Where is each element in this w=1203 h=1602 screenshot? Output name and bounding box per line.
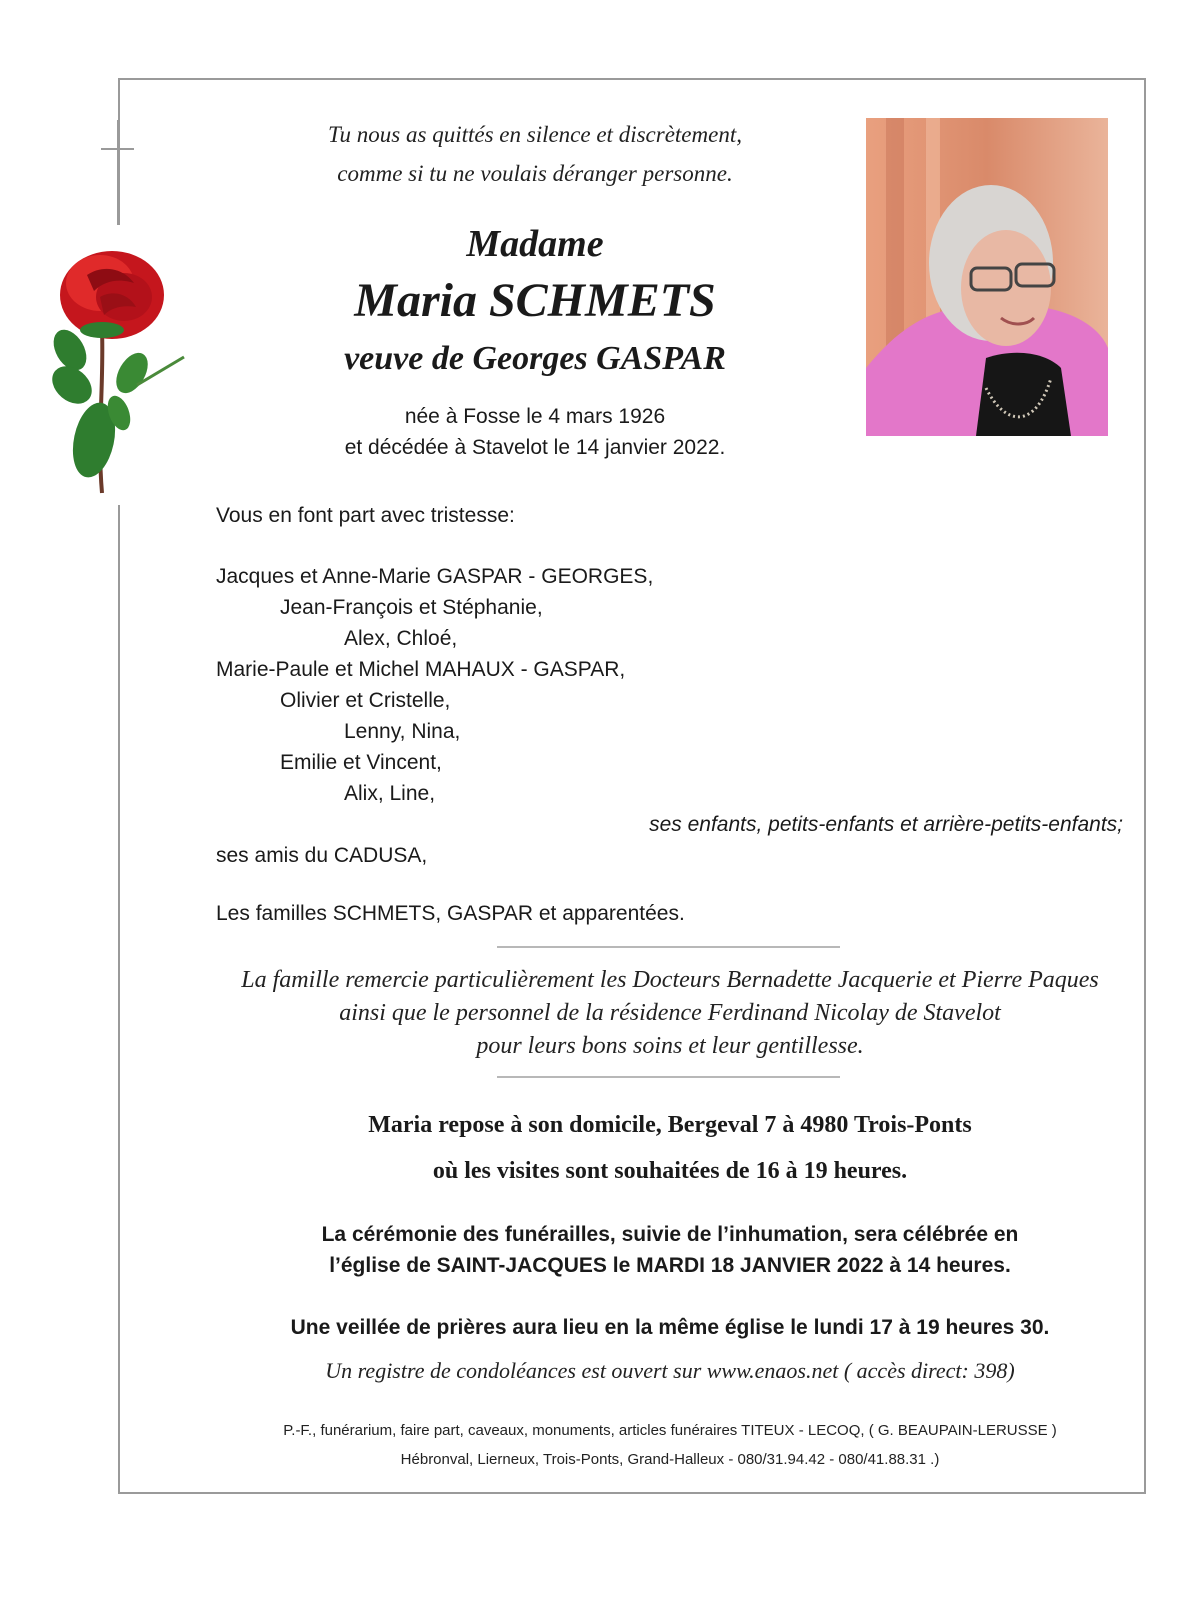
quote-line-2: comme si tu ne voulais déranger personne. xyxy=(337,161,733,186)
divider xyxy=(497,946,840,948)
family-member: Marie-Paule et Michel MAHAUX - GASPAR, xyxy=(216,658,626,681)
red-rose-icon xyxy=(42,235,192,500)
portrait-photo xyxy=(866,118,1108,436)
thanks-line-1: La famille remercie particulièrement les Docteurs Bernadette Jacquerie et Pierre Paques xyxy=(241,967,1099,993)
cross-bar xyxy=(101,148,134,150)
family-member: Emilie et Vincent, xyxy=(280,751,442,774)
vigil-line: Une veillée de prières aura lieu en la même église le lundi 17 à 19 heures 30. xyxy=(290,1316,1050,1339)
ceremony-line-1: La cérémonie des funérailles, suivie de l’inhumation, sera célébrée en xyxy=(321,1223,1019,1246)
family-intro: Vous en font part avec tristesse: xyxy=(216,504,515,527)
birth-line: née à Fosse le 4 mars 1926 xyxy=(404,405,666,428)
family-member: Jacques et Anne-Marie GASPAR - GEORGES, xyxy=(216,565,654,588)
divider xyxy=(497,1076,840,1078)
visitation-line-1: Maria repose à son domicile, Bergeval 7 à 4980 Trois-Ponts xyxy=(368,1112,972,1138)
family-member: Lenny, Nina, xyxy=(344,720,461,743)
thanks-block xyxy=(200,964,1140,1063)
families-line: Les familles SCHMETS, GASPAR et apparentées. xyxy=(216,902,685,925)
condolence-register: Un registre de condoléances est ouvert sur www.enaos.net ( accès direct: 398) xyxy=(325,1358,1015,1383)
ceremony-line-2: l’église de SAINT-JACQUES le MARDI 18 JANVIER 2022 à 14 heures. xyxy=(329,1254,1011,1277)
death-line: et décédée à Stavelot le 14 janvier 2022. xyxy=(344,436,726,459)
widow-of: veuve de Georges GASPAR xyxy=(344,340,726,377)
visitation-line-2: où les visites sont souhaitées de 16 à 19 heures. xyxy=(432,1158,908,1184)
life-dates xyxy=(270,401,800,463)
funeral-home-line-2: Hébronval, Lierneux, Trois-Ponts, Grand-Halleux - 080/31.94.42 - 080/41.88.31 .) xyxy=(400,1451,940,1468)
friends-line: ses amis du CADUSA, xyxy=(216,844,428,867)
funeral-home-line-1: P.-F., funérarium, faire part, caveaux, monuments, articles funéraires TITEUX - LECOQ, ( G. BEAUPAIN-LERUSSE ) xyxy=(283,1422,1057,1439)
family-member: Alex, Chloé, xyxy=(344,627,458,650)
thanks-line-3: pour leurs bons soins et leur gentillesse. xyxy=(476,1033,864,1059)
thanks-line-2: ainsi que le personnel de la résidence Ferdinand Nicolay de Stavelot xyxy=(339,1000,1001,1026)
family-relation: ses enfants, petits-enfants et arrière-petits-enfants; xyxy=(649,813,1123,836)
quote-line-1: Tu nous as quittés en silence et discrètement, xyxy=(328,122,742,147)
opening-quote xyxy=(270,115,800,193)
family-member: Alix, Line, xyxy=(344,782,436,805)
cross-icon xyxy=(117,120,119,225)
family-member: Jean-François et Stéphanie, xyxy=(280,596,543,619)
deceased-name: Maria SCHMETS xyxy=(354,274,716,327)
honorific: Madame xyxy=(466,223,604,265)
family-member: Olivier et Cristelle, xyxy=(280,689,451,712)
ceremony-block xyxy=(200,1219,1140,1281)
